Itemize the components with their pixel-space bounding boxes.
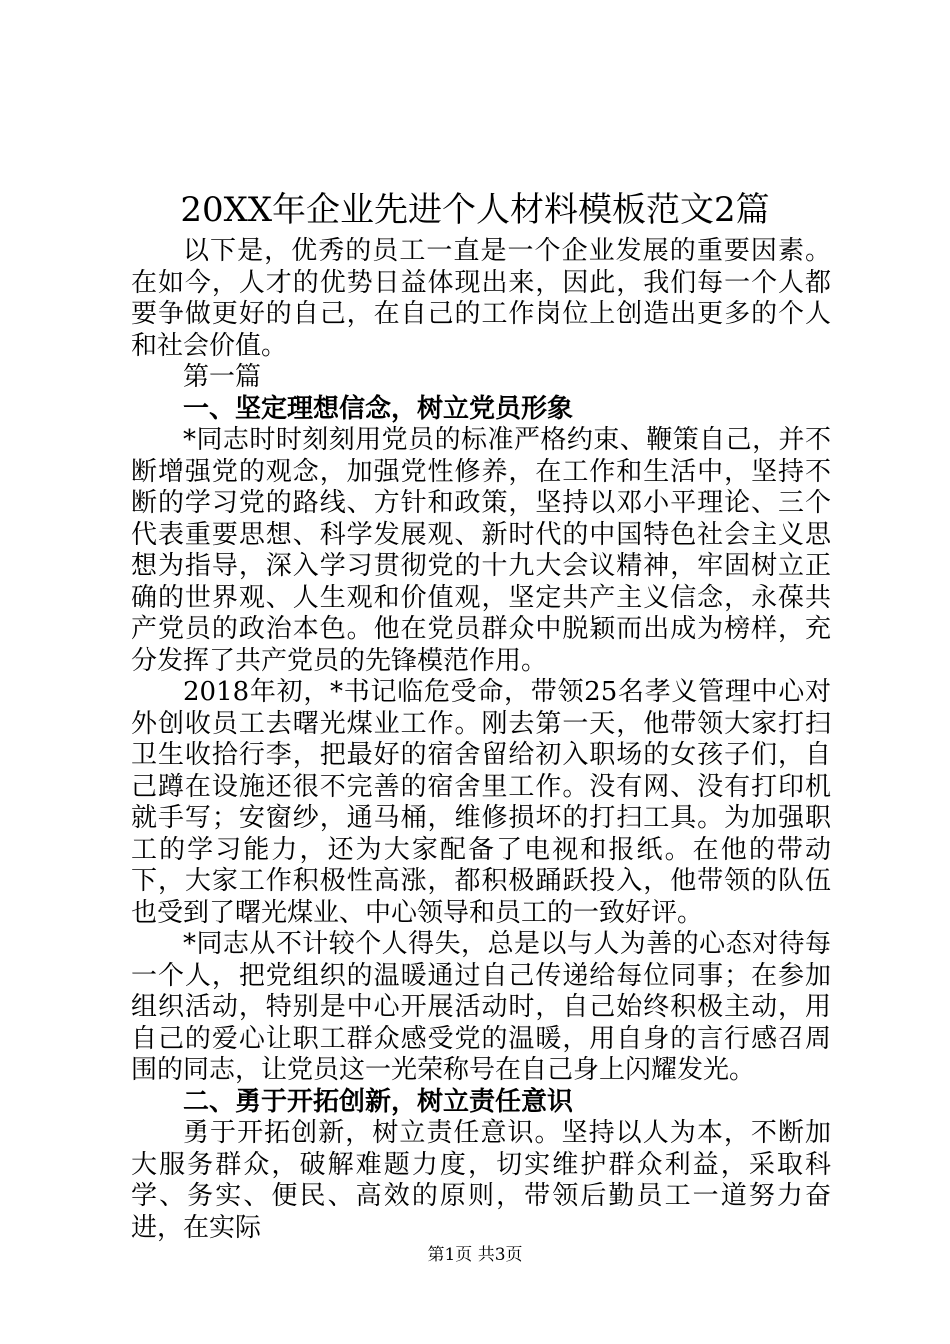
section1-paragraph: *同志时时刻刻用党员的标准严格约束、鞭策自己，并不断增强党的观念，加强党性修养，在工作和生活中，坚持不断的学习党的路线、方针和政策，坚持以邓小平理论、三个代表重要思想、科学发展观、新时代的中国特色社会主义思想为指导，深入学习贯彻党的十九大会议精神，牢固树立正确的世界观、人生观和价值观，坚定共产主义信念，永葆共产党员的政治本色。他在党员群众中脱颖而出成为榜样，充分发挥了共产党员的先锋模范作用。 [131,425,831,676]
section-heading-1: 一、坚定理想信念，树立党员形象 [183,393,574,424]
part-label: 第一篇 [183,362,262,392]
intro-paragraph: 以下是，优秀的员工一直是一个企业发展的重要因素。在如今，人才的优势日益体现出来，因此，我们每一个人都要争做更好的自己，在自己的工作岗位上创造出更多的个人和社会价值。 [131,236,831,361]
document-body [131,236,831,1244]
section2-paragraph: 勇于开拓创新，树立责任意识。坚持以人为本，不断加大服务群众，破解难题力度，切实维护群众利益，采取科学、务实、便民、高效的原则，带领后勤员工一道努力奋进，在实际 [131,1118,831,1243]
page-footer: 第1页 共3页 [427,1245,523,1265]
section1-paragraph: 2018年初，*书记临危受命，带领25名孝义管理中心对外创收员工去曙光煤业工作。刚去第一天，他带领大家打扫卫生收拾行李，把最好的宿舍留给初入职场的女孩子们，自己蹲在设施还很不完善的宿舍里工作。没有网、没有打印机就手写；安窗纱，通马桶，维修损坏的打扫工具。为加强职工的学习能力，还为大家配备了电视和报纸。在他的带动下，大家工作积极性高涨，都积极踊跃投入，他带领的队伍也受到了曙光煤业、中心领导和员工的一致好评。 [131,677,831,928]
section1-paragraph: *同志从不计较个人得失，总是以与人为善的心态对待每一个人，把党组织的温暖通过自己传递给每位同事；在参加组织活动，特别是中心开展活动时，自己始终积极主动，用自己的爱心让职工群众感受党的温暖，用自身的言行感召周围的同志，让党员这一光荣称号在自己身上闪耀发光。 [131,929,831,1085]
section-heading-2: 二、勇于开拓创新，树立责任意识 [183,1086,574,1117]
document-title: 20XX年企业先进个人材料模板范文2篇 [180,190,770,230]
